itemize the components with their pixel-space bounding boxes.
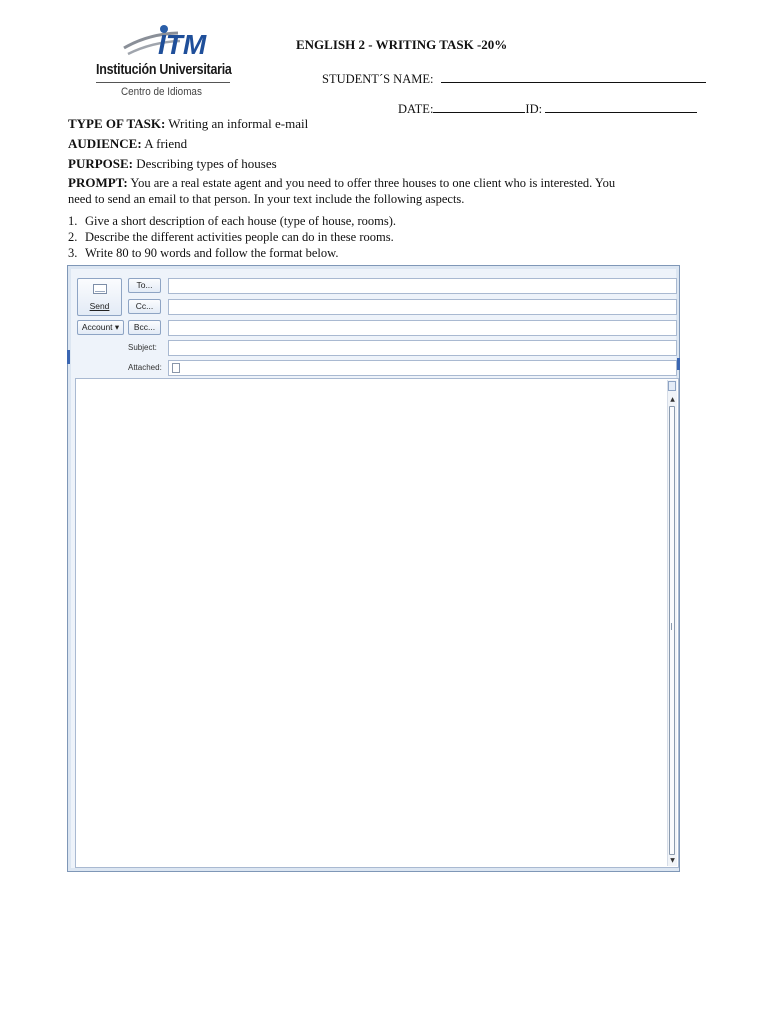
cc-button[interactable]: Cc... <box>128 299 161 314</box>
bcc-field[interactable] <box>168 320 677 336</box>
list-item <box>68 245 396 261</box>
id-blank[interactable] <box>545 101 697 113</box>
logo-brand: ITM <box>158 29 207 60</box>
attachment-document-icon[interactable] <box>172 363 180 373</box>
date-label: DATE: <box>398 102 434 116</box>
purpose-value: Describing types of houses <box>136 156 277 171</box>
prompt-line-2: need to send an email to that person. In your text include the following aspects. <box>68 192 465 206</box>
list-item-number: 3. <box>68 246 78 260</box>
compose-panel <box>71 269 676 868</box>
send-button[interactable] <box>77 278 122 316</box>
scroll-split-icon[interactable] <box>668 381 676 391</box>
student-name-label: STUDENT´S NAME: <box>322 72 434 86</box>
account-button[interactable]: Account ▾ <box>77 320 124 335</box>
purpose-label: PURPOSE: <box>68 156 133 171</box>
student-name-line <box>322 71 706 87</box>
scroll-down-arrow-icon[interactable]: ▼ <box>670 857 675 864</box>
type-of-task-label: TYPE OF TASK: <box>68 116 166 131</box>
audience-label: AUDIENCE: <box>68 136 142 151</box>
scroll-grip-icon <box>671 623 675 630</box>
aspects-list <box>68 213 396 261</box>
scroll-thumb[interactable] <box>669 406 675 855</box>
prompt <box>68 175 698 207</box>
email-compose-window <box>67 265 680 872</box>
subject-label: Subject: <box>128 343 157 352</box>
prompt-line-1: You are a real estate agent and you need to offer three houses to one client who is interested. You <box>130 176 616 190</box>
list-item <box>68 213 396 229</box>
list-item-number: 2. <box>68 230 78 244</box>
type-of-task-value: Writing an informal e-mail <box>168 116 309 131</box>
list-item-text: Write 80 to 90 words and follow the format below. <box>85 246 339 260</box>
page-title: ENGLISH 2 - WRITING TASK -20% <box>296 37 508 52</box>
attached-label: Attached: <box>128 363 162 372</box>
itm-logo <box>96 24 236 104</box>
envelope-icon <box>93 284 107 294</box>
to-button[interactable]: To... <box>128 278 161 293</box>
window-edge-accent <box>677 358 680 370</box>
window-edge-accent <box>67 350 70 364</box>
vertical-scrollbar[interactable] <box>667 380 677 866</box>
purpose <box>68 156 277 172</box>
type-of-task <box>68 116 308 132</box>
logo-divider <box>96 82 230 83</box>
list-item <box>68 229 396 245</box>
bcc-button[interactable]: Bcc... <box>128 320 161 335</box>
itm-logo-mark <box>118 24 234 60</box>
id-label: ID: <box>525 102 543 116</box>
audience-value: A friend <box>144 136 188 151</box>
date-id-line <box>398 101 697 117</box>
student-name-blank[interactable] <box>441 71 706 83</box>
date-blank[interactable] <box>433 101 525 113</box>
logo-department: Centro de Idiomas <box>121 86 202 98</box>
cc-field[interactable] <box>168 299 677 315</box>
logo-institution: Institución Universitaria <box>96 62 232 78</box>
list-item-text: Describe the different activities people can do in these rooms. <box>85 230 394 244</box>
subject-field[interactable] <box>168 340 677 356</box>
prompt-label: PROMPT: <box>68 175 128 190</box>
send-button-label: Send <box>89 301 110 311</box>
attached-field[interactable] <box>168 360 677 376</box>
audience <box>68 136 187 152</box>
list-item-text: Give a short description of each house (type of house, rooms). <box>85 214 397 228</box>
scroll-up-arrow-icon[interactable]: ▲ <box>670 396 675 403</box>
email-body[interactable] <box>75 378 679 868</box>
to-field[interactable] <box>168 278 677 294</box>
list-item-number: 1. <box>68 214 78 228</box>
